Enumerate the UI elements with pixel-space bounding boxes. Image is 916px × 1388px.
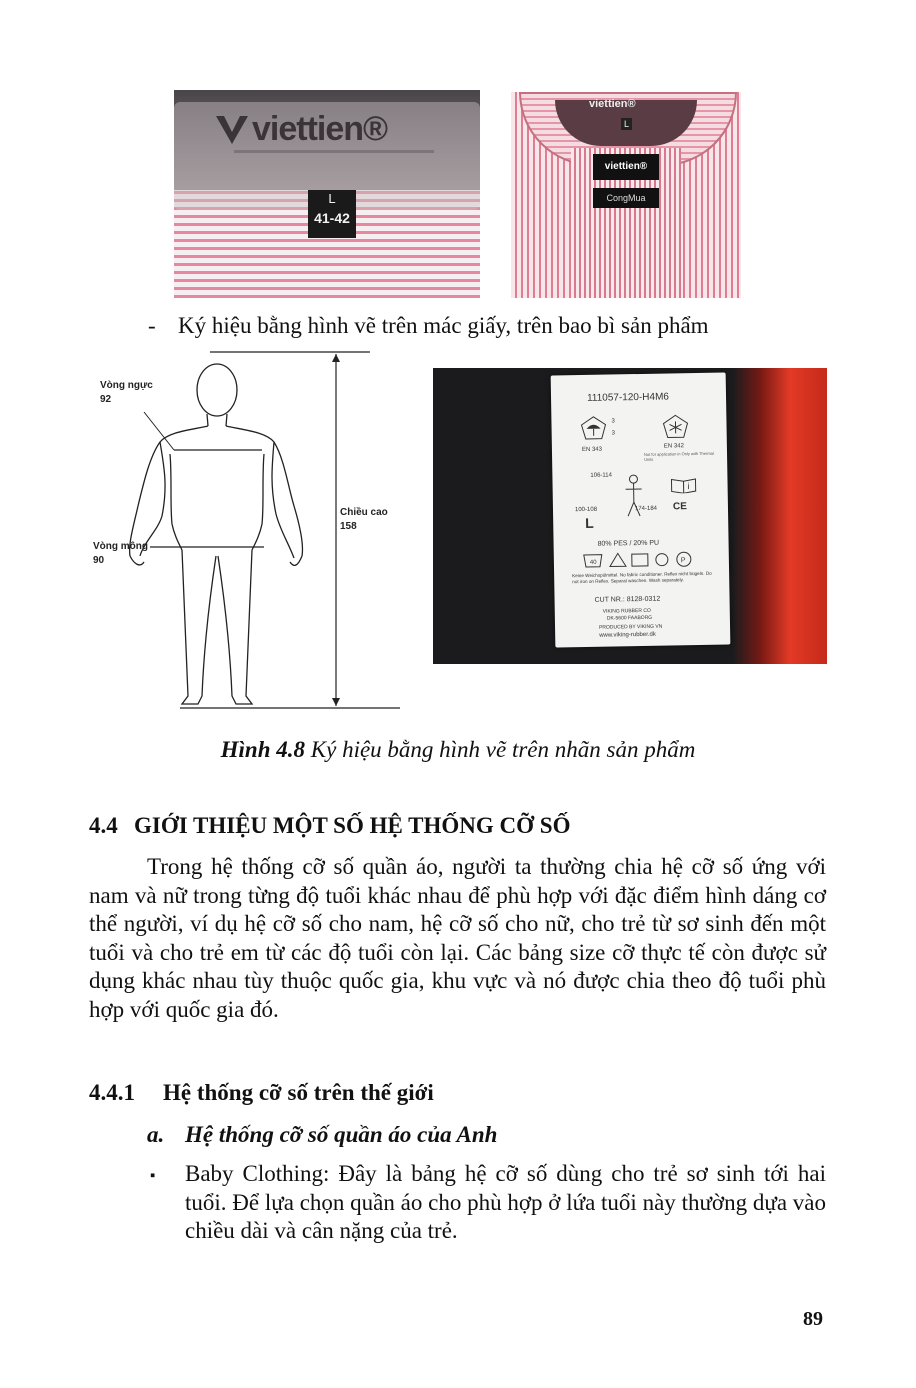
- info-book-icon: [670, 477, 696, 493]
- section-title: GIỚI THIỆU MỘT SỐ HỆ THỐNG CỠ SỐ: [134, 813, 571, 838]
- height-value: 158: [340, 521, 357, 532]
- body-paragraph: Trong hệ thống cỡ số quần áo, người ta thường chia hệ cỡ số ứng với nam và nữ trong từng độ tuổi khác nhau để phù hợp với đặc điểm hình dáng cơ thể người, ví dụ hệ cỡ số cho nam, hệ cỡ số cho nữ, cho trẻ từ sơ sinh đến một tuổi và cho trẻ em từ các độ tuổi còn lại. Các bảng size cỡ thực tế còn được sử dụng khác nhau tùy thuộc quốc gia, khu vực và nó được chia theo độ tuổi phù hợp với quốc gia đó.: [89, 854, 826, 1022]
- height-label: Chiều cao: [340, 507, 388, 518]
- cut-number: CUT NR.: 8128-0312: [594, 595, 661, 604]
- label-size: L: [585, 514, 594, 531]
- ce-mark: CE: [672, 501, 687, 513]
- brand-name: viettien®: [252, 110, 388, 148]
- figure-caption: [0, 736, 916, 765]
- list-bullet-icon: ▪: [150, 1168, 156, 1184]
- subsub-letter: a.: [147, 1122, 165, 1147]
- collar-size: L: [621, 118, 632, 130]
- std2-note: Not for application in Only with Thermal Units: [643, 450, 714, 462]
- brand-tag: viettien®: [593, 154, 659, 180]
- chest-label: Vòng ngực: [100, 380, 153, 391]
- hip-label: Vòng mông: [93, 541, 148, 552]
- subsection-title: Hệ thống cỡ số trên thế giới: [163, 1080, 434, 1105]
- care-tag: CongMua: [593, 188, 659, 208]
- shirt-collar-photo: [511, 92, 741, 298]
- caption-label: Hình 4.8: [220, 737, 306, 762]
- red-fabric-edge: [733, 368, 827, 664]
- hip-value: 90: [93, 555, 105, 566]
- section-number: 4.4: [89, 813, 118, 838]
- chest-value: 92: [100, 394, 112, 405]
- bullet-text: Ký hiệu bằng hình vẽ trên mác giấy, trên bao bì sản phẩm: [178, 313, 709, 338]
- snowflake-shield-icon: [661, 413, 689, 441]
- svg-text:i: i: [687, 481, 690, 492]
- body-measurement-diagram: [90, 346, 410, 718]
- umbrella-icon: [579, 415, 607, 443]
- std1-label: EN 343: [581, 446, 603, 454]
- care-instructions: Keine Weichspülmittel. No fabric conditioner. Reflex nicht bügeln. Do not iron on Reflex. Separat waschen. Wash separately.: [572, 570, 712, 585]
- fabric-composition: 80% PES / 20% PU: [597, 539, 660, 548]
- care-label-photo: [433, 368, 827, 664]
- svg-text:40: 40: [589, 559, 597, 566]
- head-outline: [197, 364, 237, 416]
- page-number: 89: [803, 1308, 823, 1330]
- size-tag: [308, 190, 356, 238]
- maker-url: www.viking-rubber.dk: [599, 631, 656, 639]
- svg-text:P: P: [680, 557, 686, 565]
- collar-label-photo: [174, 90, 480, 298]
- list-item: Baby Clothing: Đây là bảng hệ cỡ số dùng cho trẻ sơ sinh tới hai tuổi. Để lựa chọn quần áo cho phù hợp ở lứa tuổi này thường dựa vào chiều dài và cân nặng của trẻ.: [185, 1161, 826, 1243]
- subsub-title: Hệ thống cỡ số quần áo của Anh: [185, 1122, 498, 1147]
- bullet-dash: -: [148, 313, 156, 338]
- size-letter: L: [328, 191, 336, 206]
- brand-logo-icon: [214, 112, 250, 146]
- care-symbols-icon: [582, 549, 702, 569]
- std2-label: EN 342: [663, 443, 684, 450]
- label-code: 111057-120-H4M6: [586, 391, 670, 404]
- white-care-label: 111057-120-H4M6 3 3 EN 343 EN 342 Not for application in Only with Thermal Units 106-114 i CE 100-108 174-184 L 80% PES / 20% PU 40 P Keine Weichspülmittel. No fabric conditioner. Reflex nicht bügeln. Do not iron on Reflex. Separat waschen. Wash separately. CUT NR.: 8128-0312 VIKING RUBBER CO DK-5600 FAABORG PRODUCED BY VIKING VN www.viking-rubber.dk: [551, 372, 731, 647]
- collar-brand: viettien®: [589, 98, 636, 110]
- subsection-number: 4.4.1: [89, 1080, 135, 1105]
- caption-text: Ký hiệu bằng hình vẽ trên nhãn sản phẩm: [305, 737, 696, 762]
- size-number: 41-42: [314, 210, 350, 226]
